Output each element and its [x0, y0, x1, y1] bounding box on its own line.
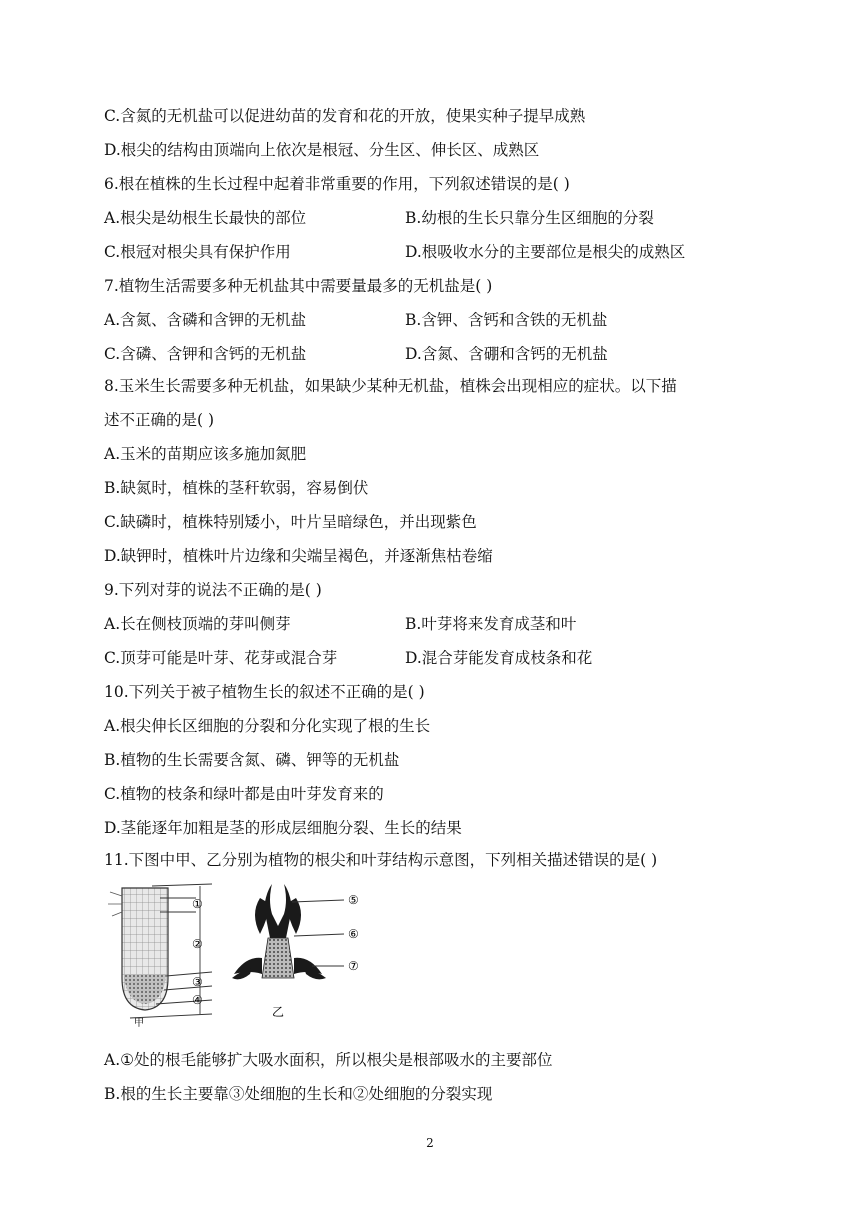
q8-option-a: A.玉米的苗期应该多施加氮肥	[104, 445, 307, 463]
q8-option-b: B.缺氮时，植株的茎秆软弱，容易倒伏	[104, 479, 369, 497]
q8-option-c: C.缺磷时，植株特别矮小，叶片呈暗绿色，并出现紫色	[104, 513, 477, 531]
q6-option-a: A.根尖是幼根生长最快的部位	[104, 209, 307, 227]
q9-option-b: B.叶芽将来发育成茎和叶	[405, 615, 577, 633]
q7-option-c: C.含磷、含钾和含钙的无机盐	[104, 345, 307, 363]
q5-option-d: D.根尖的结构由顶端向上依次是根冠、分生区、伸长区、成熟区	[104, 141, 540, 159]
q6-option-b: B.幼根的生长只靠分生区细胞的分裂	[405, 209, 654, 227]
q6-option-d: D.根吸收水分的主要部位是根尖的成熟区	[405, 243, 686, 261]
q7-option-d: D.含氮、含硼和含钙的无机盐	[405, 345, 608, 363]
root-caption: 甲	[134, 1018, 144, 1028]
root-tip-and-leaf-bud-figure	[100, 878, 380, 1028]
q8-option-d: D.缺钾时，植株叶片边缘和尖端呈褐色，并逐渐焦枯卷缩	[104, 547, 493, 565]
q10-option-a: A.根尖伸长区细胞的分裂和分化实现了根的生长	[104, 717, 431, 735]
bud-label-7: ⑦	[348, 959, 359, 973]
page-number: 2	[426, 1136, 434, 1150]
leaf-bud-diagram	[232, 884, 344, 979]
q7-option-b: B.含钾、含钙和含铁的无机盐	[405, 311, 608, 329]
q6-option-c: C.根冠对根尖具有保护作用	[104, 243, 291, 261]
root-label-1: ①	[192, 897, 203, 911]
q11-option-b: B.根的生长主要靠③处细胞的生长和②处细胞的分裂实现	[104, 1085, 493, 1103]
q10-option-c: C.植物的枝条和绿叶都是由叶芽发育来的	[104, 785, 384, 803]
q10-option-b: B.植物的生长需要含氮、磷、钾等的无机盐	[104, 751, 400, 769]
q11-option-a: A.①处的根毛能够扩大吸水面积，所以根尖是根部吸水的主要部位	[104, 1051, 553, 1069]
q5-option-c: C.含氮的无机盐可以促进幼苗的发育和花的开放，使果实种子提早成熟	[104, 107, 586, 125]
q9-option-d: D.混合芽能发育成枝条和花	[405, 649, 593, 667]
q9-option-a: A.长在侧枝顶端的芽叫侧芽	[104, 615, 291, 633]
root-label-4: ④	[192, 993, 203, 1007]
bud-caption: 乙	[272, 1005, 285, 1019]
figure-svg	[100, 878, 380, 1028]
question-11: 11.下图中甲、乙分别为植物的根尖和叶芽结构示意图，下列相关描述错误的是( )	[104, 851, 658, 869]
q10-option-d: D.茎能逐年加粗是茎的形成层细胞分裂、生长的结果	[104, 819, 462, 837]
question-10: 10.下列关于被子植物生长的叙述不正确的是( )	[104, 683, 425, 701]
q9-option-c: C.顶芽可能是叶芽、花芽或混合芽	[104, 649, 338, 667]
question-6: 6.根在植株的生长过程中起着非常重要的作用，下列叙述错误的是( )	[104, 175, 570, 193]
root-label-3: ③	[192, 975, 203, 989]
q7-option-a: A.含氮、含磷和含钾的无机盐	[104, 311, 307, 329]
root-label-2: ②	[192, 937, 203, 951]
question-7: 7.植物生活需要多种无机盐其中需要量最多的无机盐是( )	[104, 277, 493, 295]
bud-label-6: ⑥	[348, 927, 359, 941]
question-8: 8.玉米生长需要多种无机盐，如果缺少某种无机盐，植株会出现相应的症状。以下描	[104, 377, 677, 395]
question-8-continued: 述不正确的是( )	[104, 411, 215, 429]
bud-label-5: ⑤	[348, 893, 359, 907]
question-9: 9.下列对芽的说法不正确的是( )	[104, 581, 322, 599]
